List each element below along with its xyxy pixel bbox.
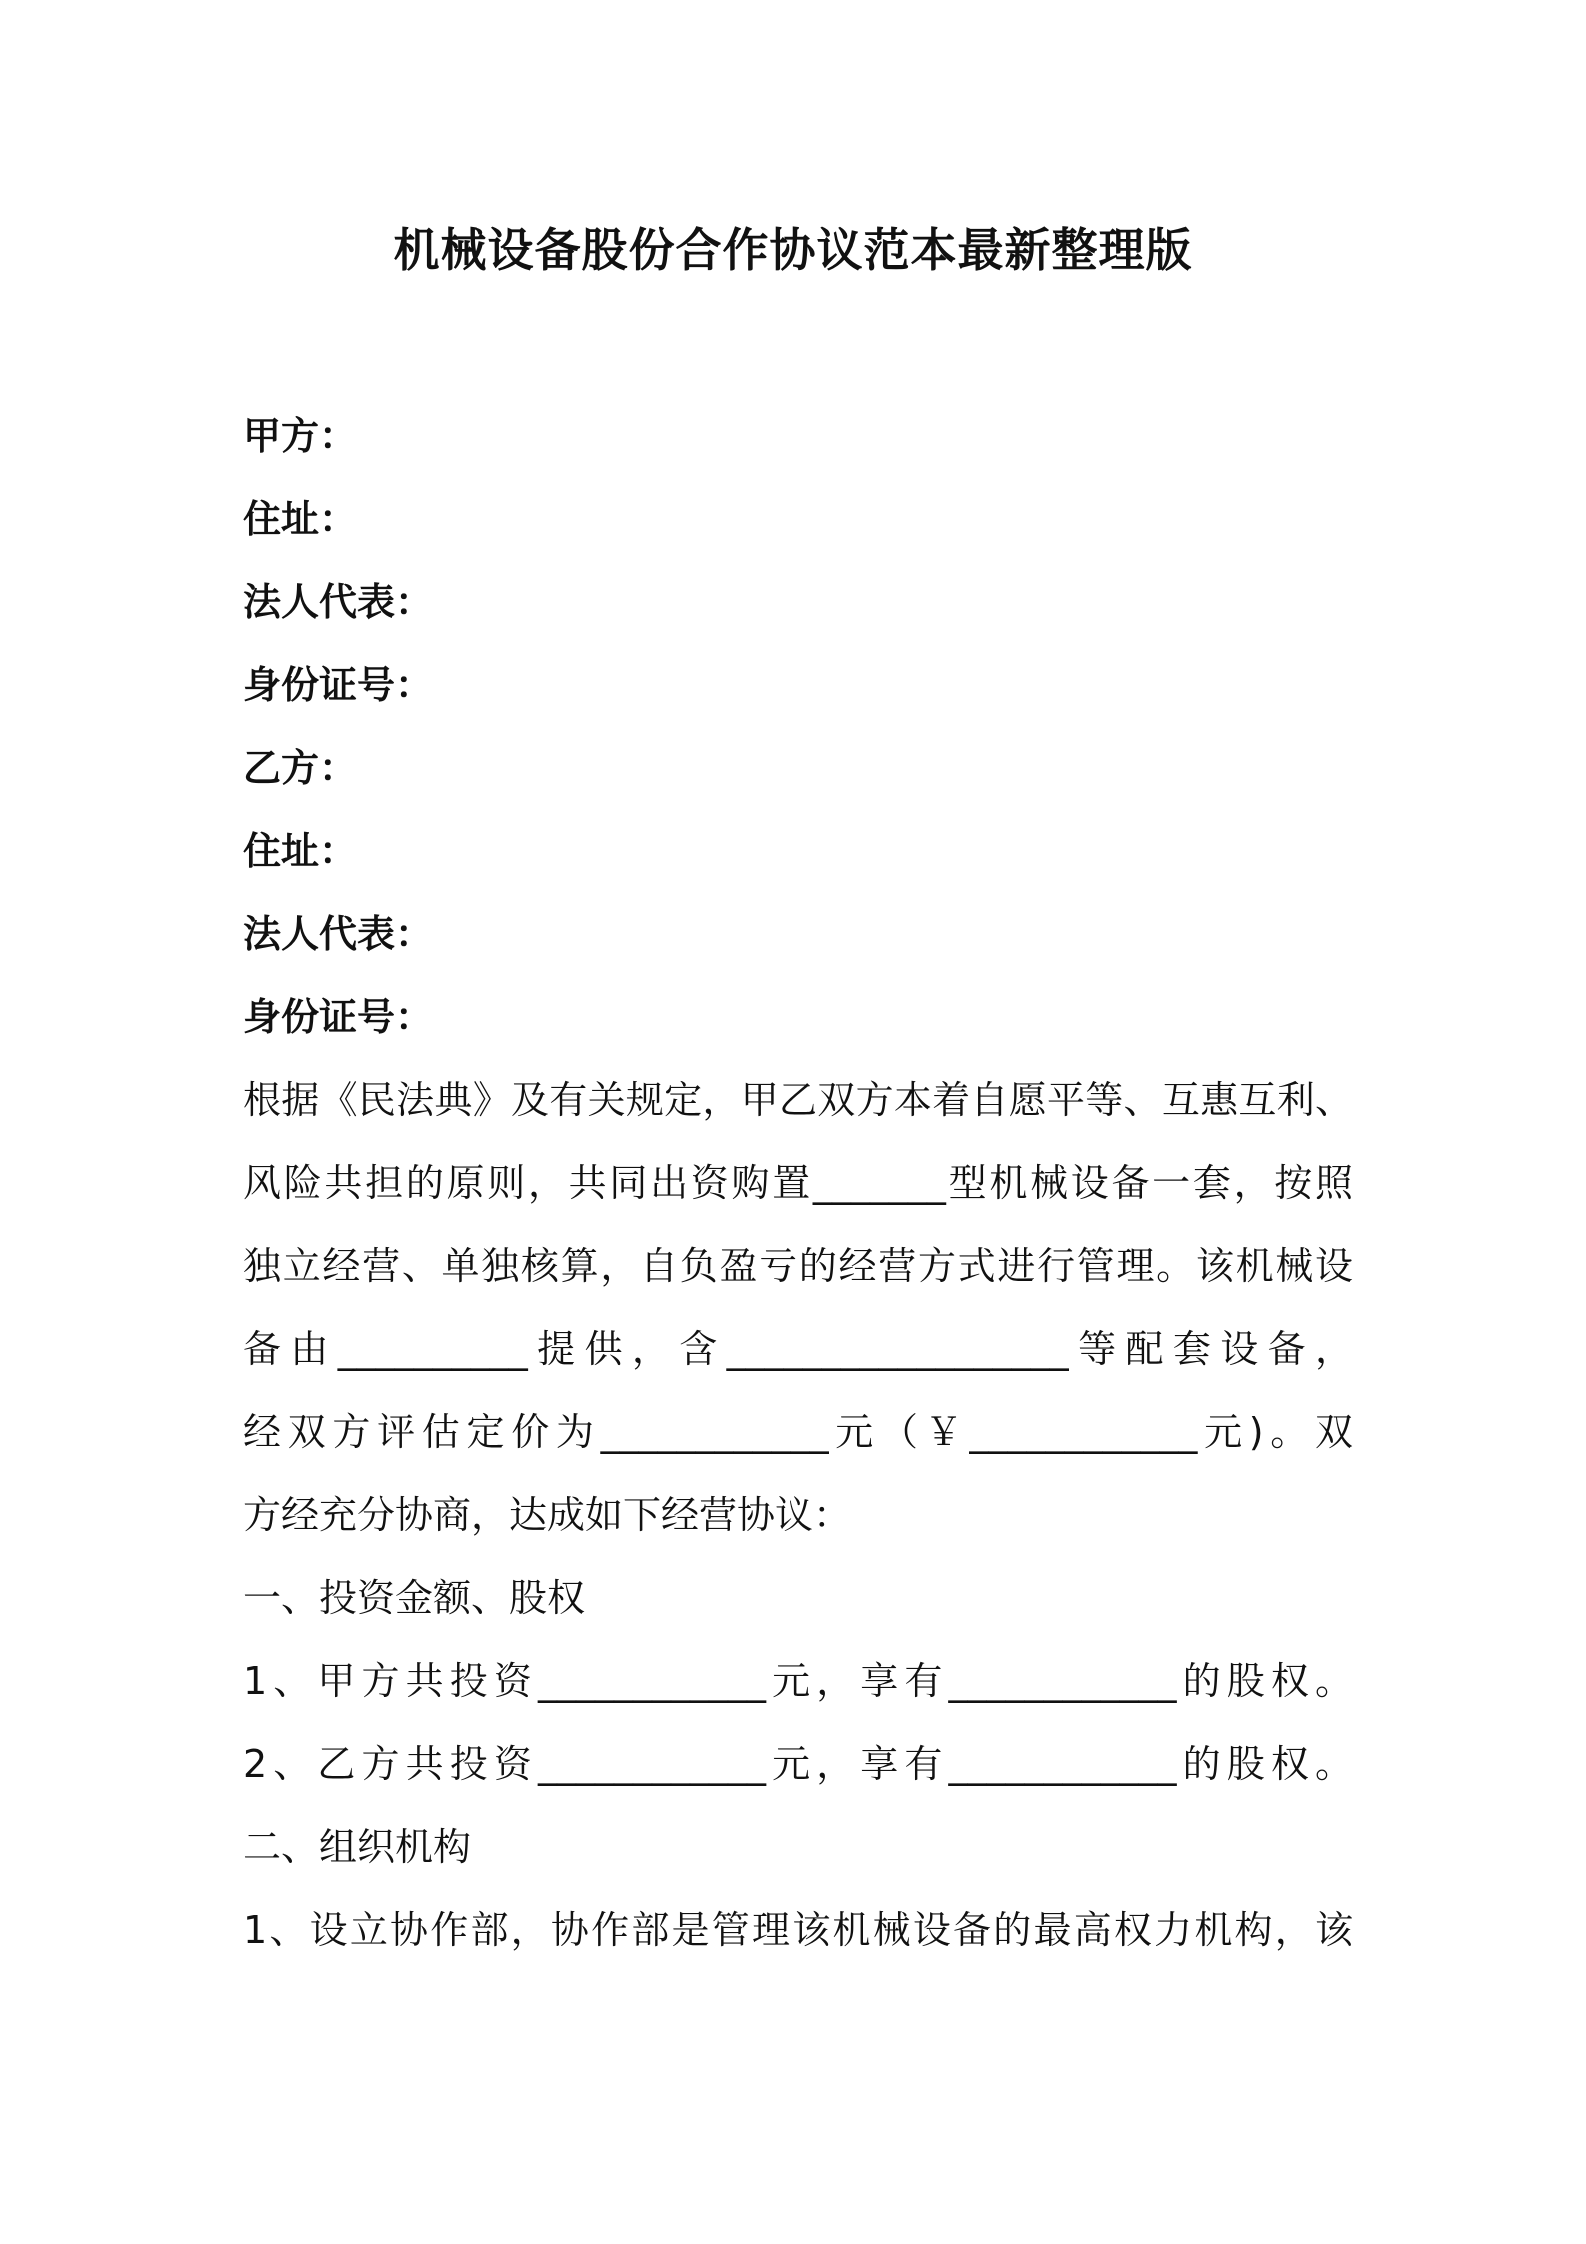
clause-1-1: 1、甲方共投资____________元，享有____________的股权。 bbox=[243, 1659, 1353, 1703]
preamble-line-1: 根据《民法典》及有关规定，甲乙双方本着自愿平等、互惠互利、 bbox=[243, 1078, 1353, 1122]
preamble-line-5: 经双方评估定价为____________元（￥____________元)。双 bbox=[243, 1410, 1353, 1454]
party-a-label: 甲方： bbox=[243, 414, 358, 458]
section-1-heading: 一、投资金额、股权 bbox=[243, 1576, 586, 1620]
party-a-id-label: 身份证号： bbox=[243, 663, 434, 707]
party-b-address-label: 住址： bbox=[243, 829, 358, 873]
preamble-line-3: 独立经营、单独核算，自负盈亏的经营方式进行管理。该机械设 bbox=[243, 1244, 1353, 1288]
document-title: 机械设备股份合作协议范本最新整理版 bbox=[393, 223, 1193, 277]
party-b-label: 乙方： bbox=[243, 746, 358, 790]
party-a-legal-rep-label: 法人代表： bbox=[243, 580, 434, 624]
party-b-legal-rep-label: 法人代表： bbox=[243, 912, 434, 956]
clause-2-1: 1、设立协作部，协作部是管理该机械设备的最高权力机构，该 bbox=[243, 1908, 1353, 1952]
document-body bbox=[243, 395, 1353, 1972]
party-a-address-label: 住址： bbox=[243, 497, 358, 541]
section-2-heading: 二、组织机构 bbox=[243, 1825, 472, 1869]
party-b-id-label: 身份证号： bbox=[243, 995, 434, 1039]
preamble-line-4: 备由__________提供，含__________________等配套设备， bbox=[243, 1327, 1353, 1371]
preamble-line-2: 风险共担的原则，共同出资购置_______型机械设备一套，按照 bbox=[243, 1161, 1353, 1205]
preamble-line-6: 方经充分协商，达成如下经营协议： bbox=[243, 1493, 852, 1537]
clause-1-2: 2、乙方共投资____________元，享有____________的股权。 bbox=[243, 1742, 1353, 1786]
